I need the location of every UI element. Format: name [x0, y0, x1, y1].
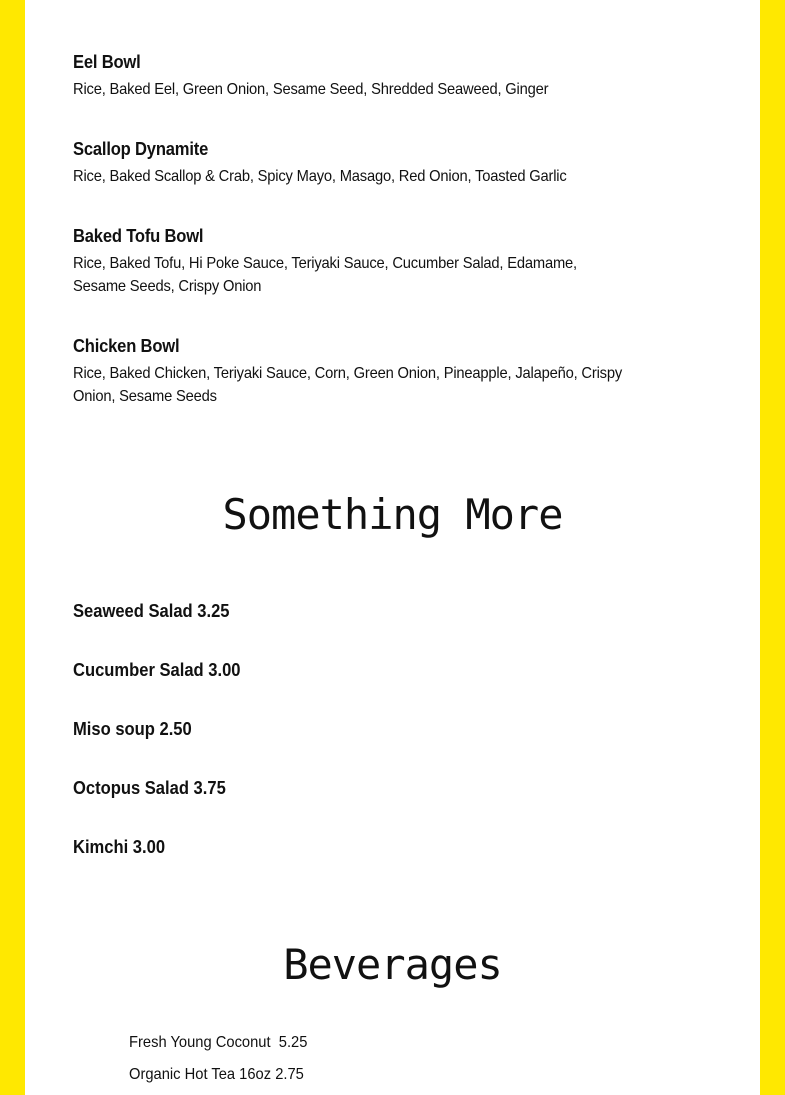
beverage-item-coconut: Fresh Young Coconut 5.25 — [129, 1034, 308, 1051]
menu-item-name: Eel Bowl — [73, 52, 141, 72]
menu-item-chicken-bowl — [73, 335, 673, 408]
section-title-beverages: Beverages — [283, 940, 502, 989]
menu-item-description: Rice, Baked Tofu, Hi Poke Sauce, Teriyaki Sauce, Cucumber Salad, Edamame, Sesame Seeds, Crispy Onion — [73, 255, 577, 295]
menu-item-description: Rice, Baked Scallop & Crab, Spicy Mayo, Masago, Red Onion, Toasted Garlic — [73, 168, 567, 185]
side-item-seaweed-salad: Seaweed Salad 3.25 — [73, 601, 230, 621]
menu-item-scallop-dynamite — [73, 138, 673, 188]
side-item-kimchi: Kimchi 3.00 — [73, 837, 166, 857]
side-item-octopus-salad: Octopus Salad 3.75 — [73, 778, 226, 798]
menu-item-baked-tofu-bowl — [73, 225, 673, 298]
side-item-cucumber-salad: Cucumber Salad 3.00 — [73, 660, 241, 680]
section-title-something-more: Something More — [222, 490, 563, 539]
beverage-item-hot-tea: Organic Hot Tea 16oz 2.75 — [129, 1066, 304, 1083]
menu-item-name: Chicken Bowl — [73, 336, 180, 356]
side-item-miso-soup: Miso soup 2.50 — [73, 719, 192, 739]
menu-item-description: Rice, Baked Chicken, Teriyaki Sauce, Corn, Green Onion, Pineapple, Jalapeño, Crispy Onion, Sesame Seeds — [73, 365, 623, 405]
menu-page — [25, 0, 760, 1095]
menu-item-name: Baked Tofu Bowl — [73, 226, 204, 246]
menu-item-description: Rice, Baked Eel, Green Onion, Sesame Seed, Shredded Seaweed, Ginger — [73, 81, 549, 98]
menu-item-eel-bowl — [73, 51, 673, 101]
menu-item-name: Scallop Dynamite — [73, 139, 209, 159]
